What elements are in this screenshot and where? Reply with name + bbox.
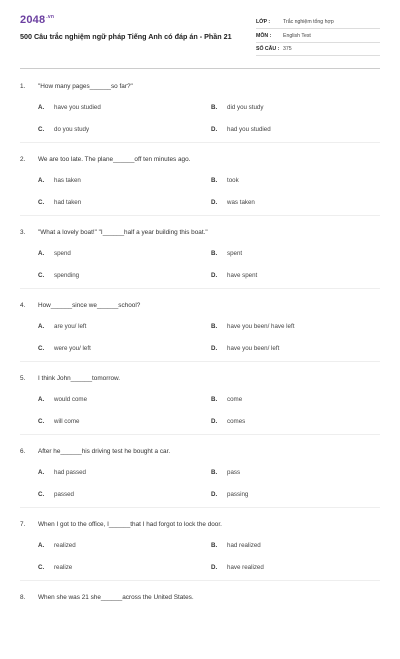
option-letter: B. [211, 396, 218, 403]
option-letter: B. [211, 323, 218, 330]
question-divider [20, 361, 380, 362]
option-letter: B. [211, 469, 218, 476]
option-c[interactable] [38, 126, 89, 133]
question-number: 4. [20, 302, 26, 309]
option-c[interactable] [38, 199, 81, 206]
option-letter: D. [211, 199, 218, 206]
option-letter: C. [38, 272, 45, 279]
option-text: have you been/ left [227, 345, 280, 352]
option-text: was taken [227, 199, 255, 206]
option-b[interactable] [211, 104, 263, 111]
option-letter: C. [38, 491, 45, 498]
option-text: spending [54, 272, 80, 279]
option-text: passed [54, 491, 74, 498]
option-letter: A. [38, 250, 45, 257]
question-item [20, 586, 380, 659]
brand-name: 2048 [20, 14, 46, 26]
option-letter: B. [211, 177, 218, 184]
question-divider [20, 142, 380, 143]
option-text: comes [227, 418, 246, 425]
option-letter: D. [211, 418, 218, 425]
meta-row-subject [256, 30, 380, 43]
meta-label: MÔN : [256, 32, 272, 39]
option-text: realized [54, 542, 76, 549]
option-a[interactable] [38, 250, 71, 257]
question-number: 1. [20, 83, 26, 90]
meta-label: SỐ CÂU : [256, 46, 280, 52]
option-text: are you/ left [54, 323, 87, 330]
option-a[interactable] [38, 542, 76, 549]
option-letter: B. [211, 542, 218, 549]
option-c[interactable] [38, 272, 79, 279]
option-b[interactable] [211, 250, 242, 257]
option-d[interactable] [211, 272, 257, 279]
option-text: spent [227, 250, 243, 257]
option-c[interactable] [38, 491, 74, 498]
option-letter: D. [211, 491, 218, 498]
option-b[interactable] [211, 177, 239, 184]
option-d[interactable] [211, 564, 264, 571]
option-text: did you study [227, 104, 264, 111]
option-text: has taken [54, 177, 81, 184]
option-b[interactable] [211, 396, 242, 403]
option-text: took [227, 177, 239, 184]
question-item [20, 221, 380, 294]
question-number: 3. [20, 229, 26, 236]
brand-tld: .vn [46, 14, 55, 20]
option-letter: D. [211, 345, 218, 352]
option-text: do you study [54, 126, 90, 133]
option-letter: A. [38, 469, 45, 476]
option-c[interactable] [38, 564, 72, 571]
option-text: would come [54, 396, 88, 403]
option-text: pass [227, 469, 241, 476]
meta-value: 375 [283, 46, 292, 52]
option-letter: C. [38, 126, 45, 133]
worksheet-header [0, 0, 400, 62]
meta-value: Trắc nghiệm tổng hợp [283, 19, 334, 25]
option-letter: A. [38, 396, 45, 403]
option-text: had passed [54, 469, 86, 476]
question-divider [20, 580, 380, 581]
option-text: have you studied [54, 104, 101, 111]
question-number: 2. [20, 156, 26, 163]
option-letter: B. [211, 250, 218, 257]
option-text: have you been/ have left [227, 323, 295, 330]
option-a[interactable] [38, 469, 86, 476]
option-letter: C. [38, 345, 45, 352]
option-text: passing [227, 491, 249, 498]
question-list [20, 75, 380, 659]
question-text: When I got to the office, I______that I had forgot to lock the door. [38, 521, 222, 528]
meta-row-class [256, 16, 380, 29]
option-d[interactable] [211, 199, 255, 206]
question-item [20, 367, 380, 440]
question-text: How______since we______school? [38, 302, 141, 309]
question-number: 7. [20, 521, 26, 528]
option-letter: D. [211, 272, 218, 279]
document-title: 500 Câu trắc nghiệm ngữ pháp Tiếng Anh có đáp án - Phần 21 [20, 32, 232, 41]
option-letter: A. [38, 177, 45, 184]
option-d[interactable] [211, 418, 245, 425]
question-item [20, 148, 380, 221]
question-item [20, 75, 380, 148]
question-text: "What a lovely boat!" "I______half a year building this boat." [38, 229, 208, 236]
option-text: will come [54, 418, 80, 425]
question-text: After he______his driving test he bought a car. [38, 448, 171, 455]
option-b[interactable] [211, 323, 294, 330]
option-letter: A. [38, 323, 45, 330]
option-letter: C. [38, 199, 45, 206]
option-d[interactable] [211, 345, 279, 352]
option-letter: D. [211, 126, 218, 133]
option-letter: A. [38, 104, 45, 111]
option-letter: D. [211, 564, 218, 571]
option-text: were you/ left [54, 345, 91, 352]
question-text: When she was 21 she______across the United States. [38, 594, 194, 601]
meta-value: English Test [283, 32, 311, 39]
option-letter: C. [38, 564, 45, 571]
option-text: had taken [54, 199, 82, 206]
meta-label: LỚP : [256, 19, 271, 25]
option-c[interactable] [38, 345, 91, 352]
option-text: had you studied [227, 126, 271, 133]
question-text: I think John______tomorrow. [38, 375, 121, 382]
question-number: 5. [20, 375, 26, 382]
question-text: We are too late. The plane______off ten minutes ago. [38, 156, 191, 163]
question-item [20, 513, 380, 586]
option-text: had realized [227, 542, 261, 549]
option-d[interactable] [211, 491, 248, 498]
option-b[interactable] [211, 542, 261, 549]
question-number: 6. [20, 448, 26, 455]
question-divider [20, 215, 380, 216]
option-text: spend [54, 250, 71, 257]
question-divider [20, 507, 380, 508]
question-number: 8. [20, 594, 26, 601]
option-a[interactable] [38, 323, 86, 330]
option-a[interactable] [38, 104, 101, 111]
question-divider [20, 288, 380, 289]
option-letter: C. [38, 418, 45, 425]
option-b[interactable] [211, 469, 240, 476]
option-letter: A. [38, 542, 45, 549]
question-divider [20, 434, 380, 435]
question-text: "How many pages______so far?" [38, 83, 133, 90]
option-text: realize [54, 564, 73, 571]
option-c[interactable] [38, 418, 79, 425]
meta-row-count [256, 43, 380, 56]
option-d[interactable] [211, 126, 271, 133]
option-text: have spent [227, 272, 258, 279]
question-item [20, 440, 380, 513]
option-text: come [227, 396, 243, 403]
header-divider [20, 68, 380, 69]
option-text: have realized [227, 564, 264, 571]
option-letter: B. [211, 104, 218, 111]
question-item [20, 294, 380, 367]
brand-logo[interactable] [20, 14, 54, 26]
option-a[interactable] [38, 396, 87, 403]
option-a[interactable] [38, 177, 81, 184]
meta-table [256, 16, 380, 57]
